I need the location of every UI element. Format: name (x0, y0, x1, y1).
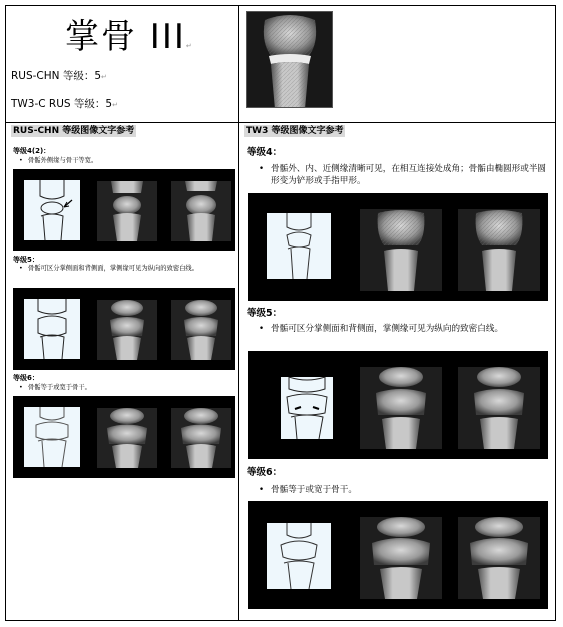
xray-thumb (97, 300, 157, 360)
xray-thumb (171, 408, 231, 468)
sketch-diagram (24, 407, 80, 467)
left-grade-desc: • 骨骺可区分掌侧面和背侧面，掌侧缘可见为纵向的致密白线。 (28, 265, 233, 274)
right-image-strip-2 (248, 351, 548, 459)
document-page (5, 5, 556, 621)
right-grade-label: 等级5： (247, 308, 283, 319)
right-section-title: TW3 等级图像文字参考 (246, 126, 344, 136)
sketch-diagram (24, 180, 80, 240)
xray-thumb (458, 517, 540, 599)
left-grade-label: 等级5： (13, 256, 39, 264)
xray-thumb (458, 209, 540, 291)
left-grade-desc: • 骨骺等于或宽于骨干。 (28, 384, 233, 393)
right-grade-label: 等级4： (247, 147, 283, 158)
sketch-diagram (267, 523, 331, 589)
left-image-strip-3 (13, 396, 235, 478)
left-image-strip-1 (13, 169, 235, 251)
left-grade-label: 等级4(2)： (13, 147, 51, 155)
xray-thumb (171, 300, 231, 360)
left-section-title: RUS-CHN 等级图像文字参考 (13, 126, 135, 136)
sketch-diagram (267, 213, 331, 279)
sketch-diagram (24, 299, 80, 359)
left-grade-label: 等级6： (13, 374, 39, 382)
xray-thumb (97, 181, 157, 241)
right-grade-desc: • 骨骺等于或宽于骨干。 (271, 484, 551, 496)
row-divider (5, 122, 556, 123)
metacarpal-xray-image (246, 11, 333, 108)
sketch-diagram (281, 377, 333, 439)
right-grade-desc: • 骨骺外、内、近侧缘清晰可见，在相互连接处成角；骨骺由椭圆形或半圆形变为铲形或手指甲形。 (271, 163, 551, 187)
right-image-strip-1 (248, 193, 548, 301)
column-divider (238, 5, 239, 621)
tw3-grade: TW3-C RUS 等级：5↵ (11, 98, 118, 110)
right-grade-desc: • 骨骺可区分掌侧面和背侧面，掌侧缘可见为纵向的致密白线。 (271, 323, 551, 335)
left-image-strip-2 (13, 288, 235, 370)
page-title: 掌骨 III↵ (65, 17, 194, 57)
xray-thumb (97, 408, 157, 468)
xray-thumb (360, 209, 442, 291)
right-image-strip-3 (248, 501, 548, 609)
xray-thumb (360, 517, 442, 599)
right-grade-label: 等级6： (247, 467, 283, 478)
xray-thumb (171, 181, 231, 241)
xray-thumb (458, 367, 540, 449)
left-grade-desc: • 骨骺外侧缘与骨干等宽。 (28, 157, 233, 166)
xray-thumb (360, 367, 442, 449)
rus-chn-grade: RUS-CHN 等级：5↵ (11, 70, 107, 82)
